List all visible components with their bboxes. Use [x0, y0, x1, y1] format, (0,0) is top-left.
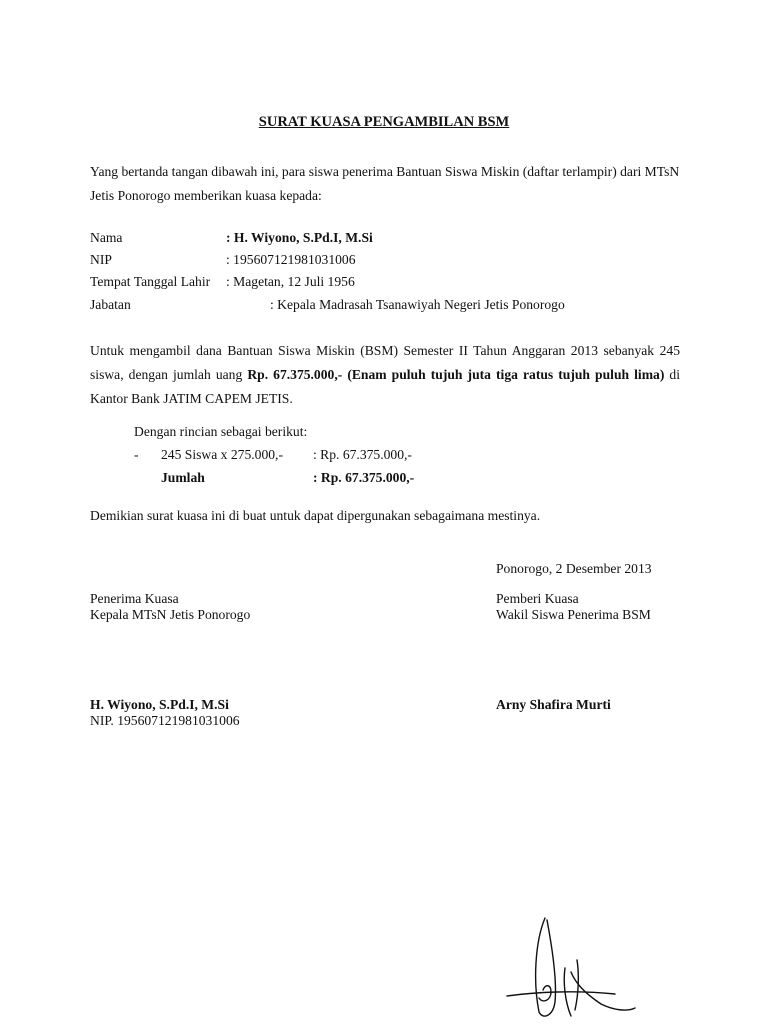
document-title: SURAT KUASA PENGAMBILAN BSM [258, 114, 510, 130]
field-label-nama: Nama [90, 230, 123, 245]
field-value-nip: : 195607121981031006 [226, 252, 356, 267]
giver-role: Pemberi Kuasa [496, 591, 579, 606]
receiver-role: Penerima Kuasa [90, 591, 179, 606]
field-label-ttl: Tempat Tanggal Lahir [90, 274, 211, 289]
purpose-paragraph [90, 339, 680, 411]
field-value-nama: : H. Wiyono, S.Pd.I, M.Si [226, 230, 373, 245]
giver-name: Arny Shafira Murti [496, 697, 611, 712]
breakdown-heading: Dengan rincian sebagai berikut: [134, 424, 308, 439]
breakdown-bullet: - [134, 447, 139, 462]
field-label-nip: NIP [90, 252, 112, 267]
field-value-jabatan: : Kepala Madrasah Tsanawiyah Negeri Jetis Ponorogo [270, 297, 565, 312]
breakdown-item-value: : Rp. 67.375.000,- [313, 447, 412, 462]
breakdown-item-label: 245 Siswa x 275.000,- [161, 447, 283, 462]
receiver-nip: NIP. 195607121981031006 [90, 713, 240, 728]
field-value-ttl: : Magetan, 12 Juli 1956 [226, 274, 355, 289]
receiver-name: H. Wiyono, S.Pd.I, M.Si [90, 697, 229, 712]
handwritten-signature [505, 912, 645, 1024]
purpose-text-1: Untuk mengambil dana Bantuan Siswa Miskin (BSM) Semester II Tahun Anggaran 2013 sebanyak 245 siswa, dengan jumlah uang [90, 343, 680, 382]
receiver-position: Kepala MTsN Jetis Ponorogo [90, 607, 251, 622]
closing-sentence: Demikian surat kuasa ini di buat untuk dapat dipergunakan sebagaimana mestinya. [90, 508, 541, 523]
breakdown-total-label: Jumlah [161, 470, 205, 485]
place-date: Ponorogo, 2 Desember 2013 [496, 561, 652, 576]
purpose-text-2: di Kantor Bank JATIM CAPEM JETIS. [90, 367, 680, 406]
field-label-jabatan: Jabatan [90, 297, 131, 312]
purpose-amount: Rp. 67.375.000,- (Enam puluh tujuh juta tiga ratus tujuh puluh lima) [247, 367, 665, 382]
giver-position: Wakil Siswa Penerima BSM [496, 607, 651, 622]
intro-paragraph: Yang bertanda tangan dibawah ini, para siswa penerima Bantuan Siswa Miskin (daftar terlampir) dari MTsN Jetis Ponorogo memberikan kuasa kepada: [90, 164, 680, 203]
breakdown-total-value: : Rp. 67.375.000,- [313, 470, 415, 485]
